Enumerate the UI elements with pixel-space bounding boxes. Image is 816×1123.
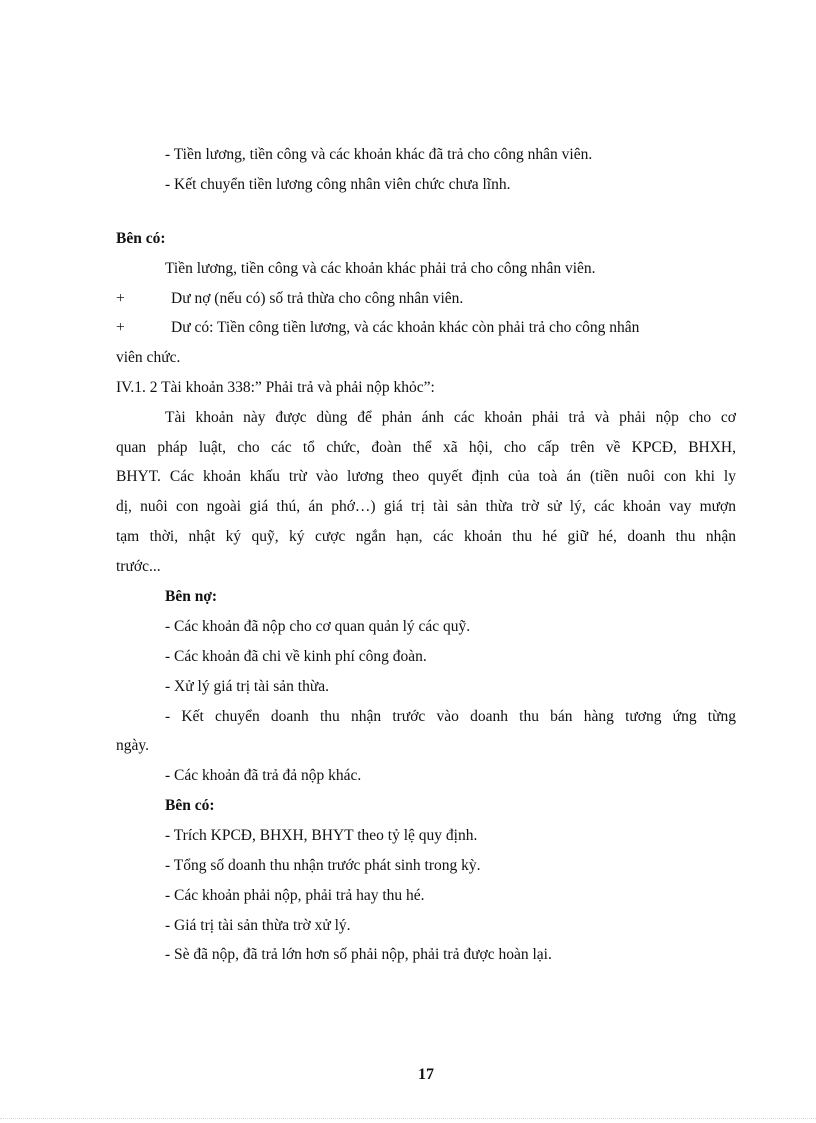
text-line: - Kết chuyển tiền lương công nhân viên chức chưa lĩnh. <box>165 176 511 193</box>
list-item: - Các khoản phải nộp, phải trả hay thu hé. <box>165 887 425 904</box>
paragraph-line: BHYT. Các khoản khấu trừ vào lương theo quyết định của toà án (tiền nuôi con khi ly <box>116 468 736 485</box>
list-item: - Tổng số doanh thu nhận trước phát sinh trong kỳ. <box>165 857 481 874</box>
text-line: viên chức. <box>116 349 181 366</box>
paragraph-line: dị, nuôi con ngoài giá thú, án phớ…) giá trị tài sản thừa trờ sử lý, các khoản vay mượn <box>116 498 736 515</box>
page-bottom-divider <box>0 1118 816 1119</box>
list-item: - Xử lý giá trị tài sản thừa. <box>165 678 330 695</box>
list-item: - Các khoản đã trả đả nộp khác. <box>165 767 362 784</box>
list-item: - Trích KPCĐ, BHXH, BHYT theo tỷ lệ quy định. <box>165 827 478 844</box>
list-item: - Các khoản đã nộp cho cơ quan quản lý các quỹ. <box>165 618 471 635</box>
plus-marker: + <box>116 319 125 336</box>
paragraph-line: quan pháp luật, cho các tổ chức, đoàn thể xã hội, cho cấp trên về KPCĐ, BHXH, <box>116 439 736 456</box>
section-heading: Bên có: <box>165 797 215 814</box>
plus-marker: + <box>116 290 125 307</box>
text-line: - Tiền lương, tiền công và các khoản khác đã trả cho công nhân viên. <box>165 146 593 163</box>
list-item-continuation: ngày. <box>116 737 149 754</box>
list-item: - Giá trị tài sản thừa trờ xử lý. <box>165 917 351 934</box>
section-title: IV.1. 2 Tài khoản 338:” Phải trả và phải nộp khỏc”: <box>116 379 435 396</box>
section-heading: Bên có: <box>116 230 166 247</box>
page-number: 17 <box>418 1066 434 1083</box>
paragraph-line: trước... <box>116 558 161 575</box>
text-line: Dư nợ (nếu có) số trả thừa cho công nhân viên. <box>171 290 464 307</box>
list-item: - Kết chuyển doanh thu nhận trước vào doanh thu bán hàng tương ứng từng <box>165 708 736 725</box>
text-line: Tiền lương, tiền công và các khoản khác phải trả cho công nhân viên. <box>165 260 596 277</box>
text-line: Dư có: Tiền công tiền lương, và các khoản khác còn phải trả cho công nhân <box>171 319 640 336</box>
paragraph-line: Tài khoản này được dùng để phản ánh các khoản phải trả và phải nộp cho cơ <box>165 409 736 426</box>
section-heading: Bên nợ: <box>165 588 218 605</box>
paragraph-line: tạm thời, nhật ký quỹ, ký cược ngắn hạn, các khoản thu hé giữ hé, doanh thu nhận <box>116 528 736 545</box>
list-item: - Các khoản đã chi về kinh phí công đoàn. <box>165 648 427 665</box>
list-item: - Sè đã nộp, đã trả lớn hơn số phải nộp, phải trả được hoàn lại. <box>165 946 552 963</box>
